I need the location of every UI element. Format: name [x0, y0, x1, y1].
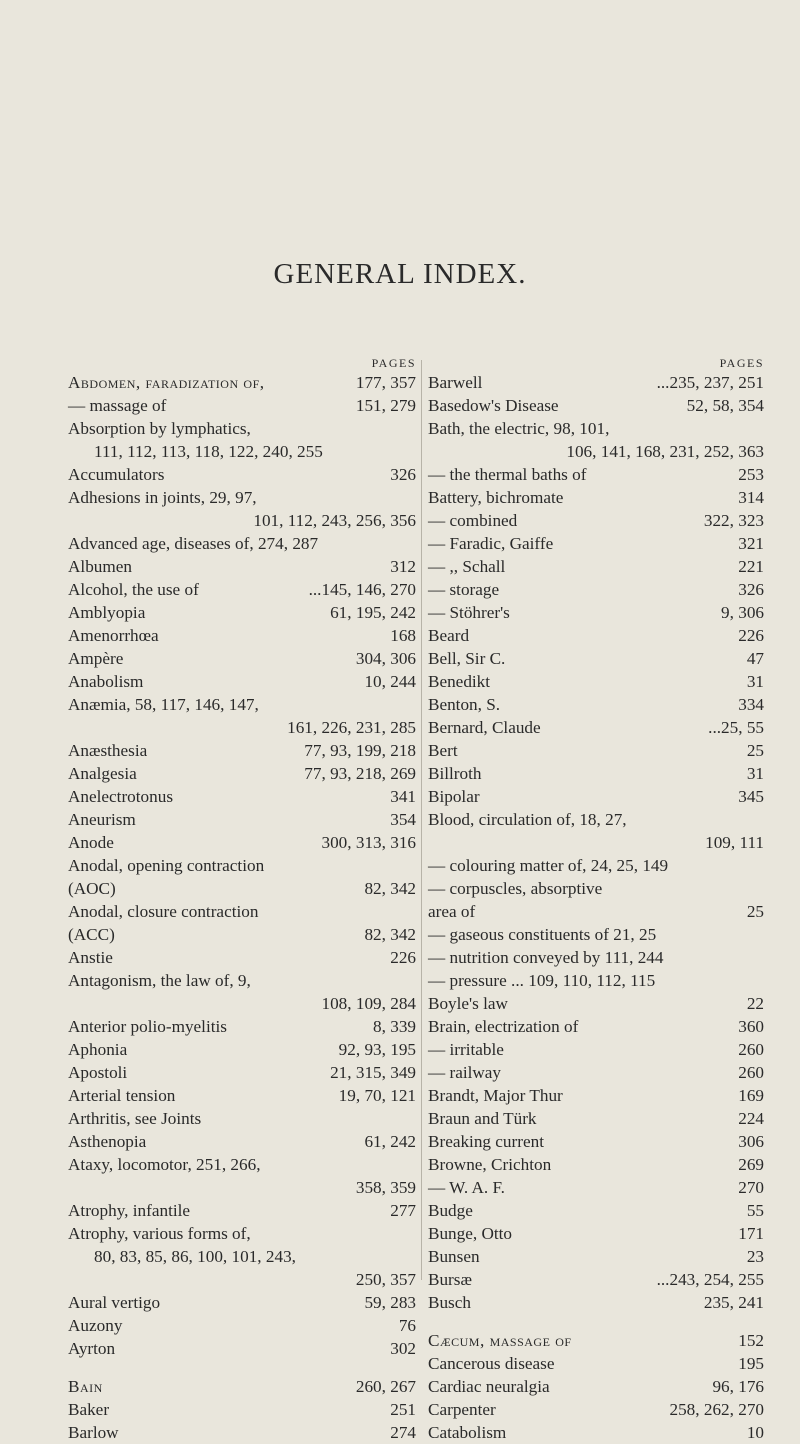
index-entry [68, 969, 416, 992]
entry-term: — Stöhrer's [428, 603, 510, 622]
index-entry [68, 624, 416, 647]
entry-term: Bursæ [428, 1270, 472, 1289]
entry-pages: 25 [746, 741, 764, 760]
entry-term: Anterior polio-myelitis [68, 1017, 227, 1036]
index-entry-continuation [68, 1176, 416, 1199]
index-entry [68, 739, 416, 762]
entry-pages: 226 [390, 948, 416, 967]
entry-term: Bernard, Claude [428, 718, 541, 737]
index-entry [428, 877, 764, 900]
index-entry [428, 762, 764, 785]
index-entry [428, 555, 764, 578]
entry-pages: 23 [746, 1247, 764, 1266]
index-entry [68, 1084, 416, 1107]
entry-term: Ampère [68, 649, 124, 668]
entry-pages: 10, 244 [364, 672, 416, 691]
entry-term: Brandt, Major Thur [428, 1086, 563, 1105]
entry-pages: 96, 176 [712, 1377, 764, 1396]
entry-pages: 253 [738, 465, 764, 484]
index-entry [68, 923, 416, 946]
entry-pages: 326 [738, 580, 764, 599]
index-entry [428, 1291, 764, 1314]
entry-term: Abdomen, faradization of, [68, 373, 265, 392]
entry-pages: 269 [738, 1155, 764, 1174]
index-column-left [68, 356, 416, 1444]
entry-page-refs: 108, 109, 284 [321, 994, 416, 1013]
index-entry [68, 601, 416, 624]
index-entry [68, 486, 416, 509]
index-entry [428, 1176, 764, 1199]
index-entry [428, 647, 764, 670]
entry-term: Antagonism, the law of, 9, [68, 971, 251, 990]
entry-pages: 226 [738, 626, 764, 645]
entry-pages: 169 [738, 1086, 764, 1105]
index-entry [428, 969, 764, 992]
index-entry [428, 1084, 764, 1107]
entry-term: Apostoli [68, 1063, 128, 1082]
entry-pages: 270 [738, 1178, 764, 1197]
entry-term: Aphonia [68, 1040, 128, 1059]
index-entry [68, 1153, 416, 1176]
entry-term: — storage [428, 580, 500, 599]
entry-term: Budge [428, 1201, 473, 1220]
entry-term: Busch [428, 1293, 471, 1312]
entry-pages: ...235, 237, 251 [656, 373, 764, 392]
index-entry [68, 1107, 416, 1130]
index-entry [428, 785, 764, 808]
index-entry-continuation [68, 509, 416, 532]
entry-pages: 31 [746, 672, 764, 691]
index-entry [68, 1421, 416, 1444]
entry-term: — W. A. F. [428, 1178, 505, 1197]
entry-term: Boyle's law [428, 994, 508, 1013]
index-entry [428, 578, 764, 601]
entry-pages: 151, 279 [355, 396, 416, 415]
index-entry [428, 486, 764, 509]
entry-page-refs: 111, 112, 113, 118, 122, 240, 255 [94, 442, 323, 461]
index-entry [428, 808, 764, 831]
index-entry [68, 900, 416, 923]
index-entry [428, 1398, 764, 1421]
entry-term: Accumulators [68, 465, 165, 484]
index-entry [68, 762, 416, 785]
letter-section-gap [428, 1314, 764, 1329]
entry-term: — the thermal baths of [428, 465, 587, 484]
entry-page-refs: 250, 357 [355, 1270, 416, 1289]
index-entry-continuation [68, 992, 416, 1015]
entry-term: — railway [428, 1063, 502, 1082]
entry-pages: 21, 315, 349 [330, 1063, 416, 1082]
entry-term: Aneurism [68, 810, 136, 829]
entry-term: Brain, electrization of [428, 1017, 579, 1036]
entry-term: Ataxy, locomotor, 251, 266, [68, 1155, 261, 1174]
index-entry-continuation [68, 716, 416, 739]
index-entry [428, 417, 764, 440]
pages-header: PAGES [371, 356, 416, 370]
entry-term: — irritable [428, 1040, 504, 1059]
index-entry [68, 647, 416, 670]
entry-pages: 55 [746, 1201, 764, 1220]
entry-pages: 258, 262, 270 [669, 1400, 764, 1419]
entry-pages: 260 [738, 1040, 764, 1059]
entry-pages: 312 [390, 557, 416, 576]
index-entry-continuation [428, 440, 764, 463]
index-entry [428, 1199, 764, 1222]
index-entry [428, 1375, 764, 1398]
entry-page-refs: 80, 83, 85, 86, 100, 101, 243, [94, 1247, 296, 1266]
entry-term: Bert [428, 741, 458, 760]
index-entry [68, 1222, 416, 1245]
entry-pages: 300, 313, 316 [321, 833, 416, 852]
entry-term: Bath, the electric, 98, 101, [428, 419, 610, 438]
entry-pages: 22 [746, 994, 764, 1013]
entry-term: Arterial tension [68, 1086, 176, 1105]
entry-term: Blood, circulation of, 18, 27, [428, 810, 627, 829]
entry-term: (AOC) [68, 879, 116, 898]
page-title: GENERAL INDEX. [273, 258, 527, 290]
index-entry [68, 1375, 416, 1398]
entry-term: Beard [428, 626, 470, 645]
entry-term: Billroth [428, 764, 482, 783]
entry-pages: 360 [738, 1017, 764, 1036]
index-entry [68, 1199, 416, 1222]
index-entry [68, 946, 416, 969]
entry-term: (ACC) [68, 925, 115, 944]
entry-pages: 19, 70, 121 [338, 1086, 416, 1105]
entry-term: — colouring matter of, 24, 25, 149 [428, 856, 669, 875]
entry-term: Amblyopia [68, 603, 146, 622]
index-entry [428, 900, 764, 923]
entry-term: Absorption by lymphatics, [68, 419, 251, 438]
index-entry [68, 693, 416, 716]
entry-term: Anodal, opening contraction [68, 856, 265, 875]
entry-pages: 260, 267 [355, 1377, 416, 1396]
index-entry [428, 693, 764, 716]
index-entry [428, 716, 764, 739]
index-entry [68, 532, 416, 555]
index-entry [68, 1314, 416, 1337]
entry-pages: 92, 93, 195 [338, 1040, 416, 1059]
index-entry [428, 946, 764, 969]
entry-pages: 47 [746, 649, 764, 668]
entry-pages: 274 [390, 1423, 416, 1442]
index-entry-continuation [68, 440, 416, 463]
entry-pages: 61, 195, 242 [330, 603, 416, 622]
entry-pages: 177, 357 [355, 373, 416, 392]
index-entry [428, 739, 764, 762]
entry-term: — corpuscles, absorptive [428, 879, 603, 898]
entry-term: Asthenopia [68, 1132, 147, 1151]
entry-term: Amenorrhœa [68, 626, 159, 645]
index-entry [428, 1329, 764, 1352]
column-divider [421, 360, 422, 1280]
index-entry [428, 601, 764, 624]
entry-term: Anæmia, 58, 117, 146, 147, [68, 695, 259, 714]
entry-pages: 260 [738, 1063, 764, 1082]
entry-term: Cæcum, massage of [428, 1331, 572, 1350]
entry-pages: 341 [390, 787, 416, 806]
index-entry [68, 1061, 416, 1084]
entry-pages: 25 [746, 902, 764, 921]
index-entry [68, 670, 416, 693]
pages-header: PAGES [719, 356, 764, 370]
entry-pages: 314 [738, 488, 764, 507]
index-entry-continuation [68, 1245, 416, 1268]
entry-pages: 61, 242 [364, 1132, 416, 1151]
index-entry [428, 1107, 764, 1130]
entry-term: area of [428, 902, 476, 921]
entry-term: Barlow [68, 1423, 119, 1442]
index-entry [68, 808, 416, 831]
index-entry [68, 1038, 416, 1061]
entry-page-refs: 109, 111 [705, 833, 764, 852]
entry-page-refs: 358, 359 [355, 1178, 416, 1197]
entry-pages: 321 [738, 534, 764, 553]
entry-term: Barwell [428, 373, 483, 392]
index-entry [68, 877, 416, 900]
entry-term: — pressure ... 109, 110, 112, 115 [428, 971, 656, 990]
entry-term: Bipolar [428, 787, 480, 806]
entry-page-refs: 161, 226, 231, 285 [287, 718, 416, 737]
entry-term: Cancerous disease [428, 1354, 555, 1373]
index-entry [428, 670, 764, 693]
entry-pages: ...25, 55 [708, 718, 764, 737]
entry-term: Bunge, Otto [428, 1224, 513, 1243]
index-entry [68, 578, 416, 601]
entry-term: — nutrition conveyed by 111, 244 [428, 948, 664, 967]
entry-pages: 306 [738, 1132, 764, 1151]
index-entry [428, 371, 764, 394]
entry-term: Battery, bichromate [428, 488, 564, 507]
entry-term: — Faradic, Gaiffe [428, 534, 554, 553]
entry-term: Analgesia [68, 764, 137, 783]
index-entry [428, 1153, 764, 1176]
index-entry [68, 785, 416, 808]
entry-pages: 82, 342 [364, 925, 416, 944]
index-entry [428, 1038, 764, 1061]
index-entry [68, 1398, 416, 1421]
entry-term: Albumen [68, 557, 132, 576]
entry-pages: ...145, 146, 270 [308, 580, 416, 599]
entry-term: Benton, S. [428, 695, 501, 714]
index-entry [428, 532, 764, 555]
entry-term: Braun and Türk [428, 1109, 537, 1128]
entry-pages: 168 [390, 626, 416, 645]
entry-term: Catabolism [428, 1423, 507, 1442]
entry-term: Atrophy, infantile [68, 1201, 191, 1220]
index-entry [68, 463, 416, 486]
index-entry [428, 1061, 764, 1084]
entry-pages: 8, 339 [373, 1017, 416, 1036]
entry-pages: 304, 306 [355, 649, 416, 668]
entry-term: Adhesions in joints, 29, 97, [68, 488, 257, 507]
index-entry [68, 371, 416, 394]
letter-section-gap [68, 1360, 416, 1375]
entry-term: Anelectrotonus [68, 787, 174, 806]
index-entry [68, 1337, 416, 1360]
entry-term: Aural vertigo [68, 1293, 161, 1312]
index-entry [428, 1421, 764, 1444]
index-entry [428, 1222, 764, 1245]
entry-term: Anstie [68, 948, 113, 967]
entry-term: Alcohol, the use of [68, 580, 199, 599]
entry-pages: 77, 93, 199, 218 [304, 741, 416, 760]
entry-term: Basedow's Disease [428, 396, 559, 415]
index-column-right [428, 356, 764, 1444]
entry-pages: 277 [390, 1201, 416, 1220]
entry-pages: ...243, 254, 255 [656, 1270, 764, 1289]
entry-page-refs: 106, 141, 168, 231, 252, 363 [566, 442, 764, 461]
entry-pages: 31 [746, 764, 764, 783]
index-entry [68, 831, 416, 854]
entry-term: Anæsthesia [68, 741, 148, 760]
entry-pages: 326 [390, 465, 416, 484]
index-entry [428, 463, 764, 486]
entry-pages: 10 [746, 1423, 764, 1442]
index-entry [428, 992, 764, 1015]
entry-term: Baker [68, 1400, 110, 1419]
index-entry [428, 394, 764, 417]
index-entry [428, 1245, 764, 1268]
entry-term: Carpenter [428, 1400, 496, 1419]
entry-term: Bain [68, 1377, 103, 1396]
entry-term: Bunsen [428, 1247, 480, 1266]
index-entry [428, 1352, 764, 1375]
entry-pages: 152 [738, 1331, 764, 1350]
entry-term: Bell, Sir C. [428, 649, 506, 668]
entry-page-refs: 101, 112, 243, 256, 356 [253, 511, 416, 530]
index-entry [68, 555, 416, 578]
entry-term: — ,, Schall [428, 557, 506, 576]
index-entry [68, 1130, 416, 1153]
entry-term: Anodal, closure contraction [68, 902, 259, 921]
entry-term: Cardiac neuralgia [428, 1377, 550, 1396]
entry-term: Browne, Crichton [428, 1155, 552, 1174]
entry-pages: 59, 283 [364, 1293, 416, 1312]
index-entry-continuation [68, 1268, 416, 1291]
index-entry [68, 394, 416, 417]
index-entry [428, 509, 764, 532]
index-entry [428, 624, 764, 647]
entry-pages: 76 [398, 1316, 416, 1335]
index-entry [68, 854, 416, 877]
entry-term: Breaking current [428, 1132, 544, 1151]
entry-pages: 334 [738, 695, 764, 714]
index-entry [68, 417, 416, 440]
entry-pages: 52, 58, 354 [686, 396, 764, 415]
entry-pages: 345 [738, 787, 764, 806]
index-entry [428, 923, 764, 946]
entry-pages: 322, 323 [703, 511, 764, 530]
entry-term: Anode [68, 833, 114, 852]
entry-term: Advanced age, diseases of, 274, 287 [68, 534, 319, 553]
index-entry [428, 1130, 764, 1153]
index-entry [68, 1015, 416, 1038]
entry-term: Atrophy, various forms of, [68, 1224, 251, 1243]
entry-term: Benedikt [428, 672, 491, 691]
entry-term: Auzony [68, 1316, 123, 1335]
index-entry [428, 854, 764, 877]
entry-term: Ayrton [68, 1339, 116, 1358]
entry-pages: 171 [738, 1224, 764, 1243]
entry-pages: 235, 241 [703, 1293, 764, 1312]
entry-term: — gaseous constituents of 21, 25 [428, 925, 657, 944]
entry-pages: 221 [738, 557, 764, 576]
index-entry [68, 1291, 416, 1314]
entry-pages: 77, 93, 218, 269 [304, 764, 416, 783]
entry-pages: 251 [390, 1400, 416, 1419]
entry-term: Anabolism [68, 672, 144, 691]
entry-term: Arthritis, see Joints [68, 1109, 202, 1128]
index-entry [428, 1015, 764, 1038]
entry-term: — combined [428, 511, 518, 530]
entry-pages: 9, 306 [721, 603, 764, 622]
index-entry-continuation [428, 831, 764, 854]
index-entry [428, 1268, 764, 1291]
entry-term: — massage of [68, 396, 167, 415]
entry-pages: 224 [738, 1109, 764, 1128]
entry-pages: 354 [390, 810, 416, 829]
entry-pages: 302 [390, 1339, 416, 1358]
entry-pages: 82, 342 [364, 879, 416, 898]
entry-pages: 195 [738, 1354, 764, 1373]
